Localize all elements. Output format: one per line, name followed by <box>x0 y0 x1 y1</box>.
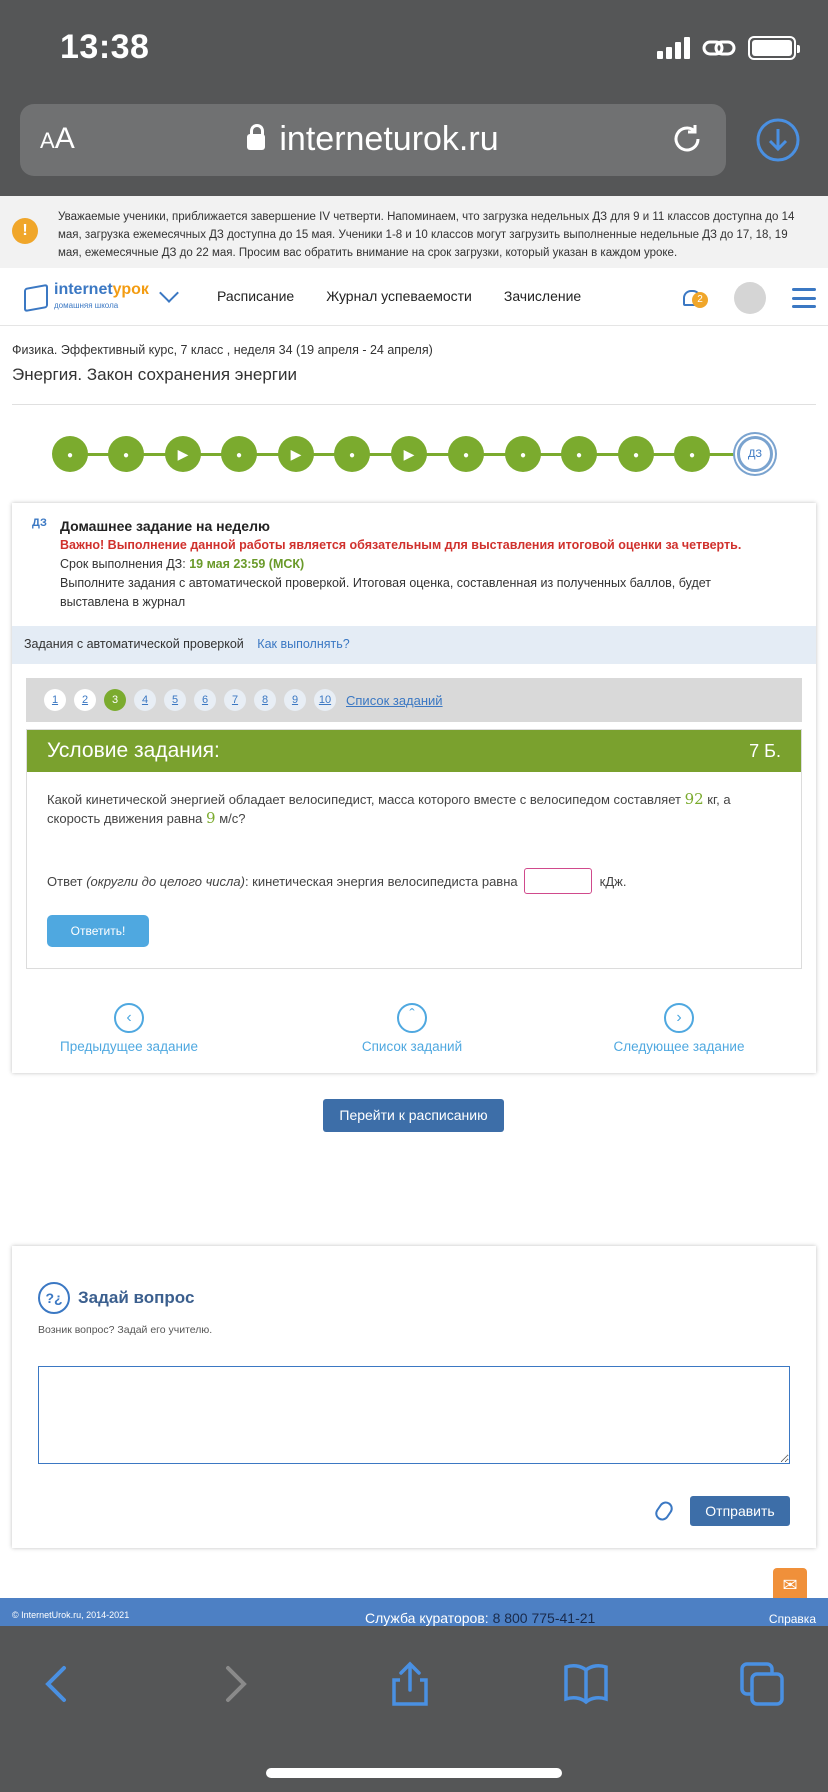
task-number-8[interactable]: 8 <box>254 689 276 711</box>
download-icon[interactable] <box>756 118 800 162</box>
reload-icon[interactable] <box>670 122 704 156</box>
task-points: 7 Б. <box>749 740 781 761</box>
notification-badge: 2 <box>692 292 708 308</box>
lesson-title: Энергия. Закон сохранения энергии <box>12 365 297 384</box>
task-number-6[interactable]: 6 <box>194 689 216 711</box>
how-to-link[interactable]: Как выполнять? <box>257 637 350 651</box>
status-time: 13:38 <box>60 28 150 66</box>
chevron-left-icon: ‹ <box>114 1003 144 1033</box>
task-list-link[interactable]: Список заданий <box>346 692 443 708</box>
task-number-4[interactable]: 4 <box>134 689 156 711</box>
step-12-tasks-icon[interactable] <box>674 436 710 472</box>
site-footer <box>0 1598 828 1626</box>
step-4-dumbbell-icon[interactable] <box>221 436 257 472</box>
homework-deadline: Срок выполнения ДЗ: 19 мая 23:59 (МСК) <box>60 557 305 571</box>
address-bar[interactable] <box>20 104 726 176</box>
url-display[interactable] <box>20 120 726 159</box>
answer-input[interactable] <box>524 868 592 894</box>
tabs-icon[interactable] <box>738 1660 786 1708</box>
nav-item-schedule[interactable]: Расписание <box>217 288 295 304</box>
share-icon[interactable] <box>386 1660 434 1708</box>
menu-icon[interactable] <box>792 288 816 308</box>
homework-title: Домашнее задание на неделю <box>60 518 270 534</box>
nav-item-enrollment[interactable]: Зачисление <box>503 288 582 304</box>
site-header <box>0 268 828 326</box>
dumbbell-icon: ● <box>632 450 640 461</box>
dumbbell-icon: ● <box>348 450 356 461</box>
task-list-button[interactable]: ˆ Список заданий <box>327 1003 497 1054</box>
forward-icon[interactable] <box>210 1660 258 1708</box>
question-textarea[interactable] <box>38 1366 790 1464</box>
divider <box>12 404 816 405</box>
lock-icon <box>247 134 265 150</box>
nav-item-gradebook[interactable]: Журнал успеваемости <box>326 288 472 304</box>
homework-description: Выполните задания с автоматической проверкой. Итоговая оценка, составленная из полученных баллов, будет выставлена в журнал <box>60 576 712 609</box>
task-number-3[interactable]: 3 <box>104 689 126 711</box>
condition-title: Условие задания: <box>47 739 220 762</box>
ask-question-card <box>12 1246 816 1548</box>
dumbbell-icon: ● <box>462 450 470 461</box>
chevron-up-icon: ˆ <box>397 1003 427 1033</box>
condition-header <box>27 730 801 772</box>
answer-line: Ответ (округли до целого числа) : кинетическая энергия велосипедиста равна кДж. <box>47 868 626 894</box>
chat-icon[interactable]: ✉ <box>773 1568 807 1602</box>
tasks-icon: ● <box>688 450 696 461</box>
step-6-dumbbell-icon[interactable] <box>334 436 370 472</box>
task-condition <box>26 729 802 969</box>
course-breadcrumb: Физика. Эффективный курс, 7 класс , неделя 34 (19 апреля - 24 апреля) <box>12 343 433 357</box>
chevron-down-icon[interactable] <box>159 283 179 303</box>
step-8-dumbbell-icon[interactable] <box>448 436 484 472</box>
avatar[interactable] <box>734 282 766 314</box>
speed-value: 9 <box>206 809 216 827</box>
next-task-button[interactable]: › Следующее задание <box>594 1003 764 1054</box>
task-number-7[interactable]: 7 <box>224 689 246 711</box>
dumbbell-icon: ● <box>122 450 130 461</box>
curator-service: Служба кураторов: 8 800 775-41-21 <box>365 1610 596 1626</box>
chevron-right-icon: › <box>664 1003 694 1033</box>
task-pagination <box>26 678 802 722</box>
logo-subtitle: домашняя школа <box>54 301 119 310</box>
step-2-dumbbell-icon[interactable] <box>108 436 144 472</box>
homework-card <box>12 503 816 1073</box>
step-homework[interactable]: ДЗ <box>737 436 773 472</box>
step-5-play-icon[interactable] <box>278 436 314 472</box>
answer-unit: кДж. <box>599 873 627 889</box>
notice-banner <box>0 196 828 268</box>
step-3-play-icon[interactable] <box>165 436 201 472</box>
deadline-value: 19 мая 23:59 (МСК) <box>189 557 305 571</box>
link-icon <box>702 37 736 59</box>
answer-hint: (округли до целого числа) <box>86 873 245 889</box>
footer-help-link[interactable]: Справка <box>768 1612 816 1626</box>
battery-icon <box>748 36 796 60</box>
step-9-lightbulb-icon[interactable] <box>505 436 541 472</box>
curator-phone[interactable]: 8 800 775-41-21 <box>492 1610 596 1626</box>
main-nav <box>217 288 581 304</box>
question-icon: ?¿ <box>38 1282 70 1314</box>
status-icons <box>657 36 796 60</box>
task-number-1[interactable]: 1 <box>44 689 66 711</box>
warning-icon: ! <box>12 218 38 244</box>
dumbbell-icon: ● <box>235 450 243 461</box>
auto-check-label: Задания с автоматической проверкой <box>24 637 244 651</box>
ask-title: Задай вопрос <box>78 1288 195 1307</box>
mass-value: 92 <box>684 790 704 808</box>
signal-icon <box>657 37 690 59</box>
homework-header <box>60 517 780 612</box>
reader-aa-button[interactable]: AA <box>40 122 75 155</box>
homework-warning: Важно! Выполнение данной работы является обязательным для выставления итоговой оценки за четверть. <box>60 538 742 552</box>
task-number-10[interactable]: 10 <box>314 689 336 711</box>
play-icon: ▶ <box>403 446 415 462</box>
lightbulb-icon: ● <box>66 450 74 461</box>
home-indicator <box>266 1768 562 1778</box>
ios-status-and-url-area <box>0 0 828 196</box>
webcam-icon: ● <box>575 450 583 461</box>
back-icon[interactable] <box>34 1660 82 1708</box>
ask-subtitle: Возник вопрос? Задай его учителю. <box>38 1324 213 1336</box>
step-7-play-icon[interactable] <box>391 436 427 472</box>
go-to-schedule-button[interactable]: Перейти к расписанию <box>323 1099 504 1132</box>
safari-toolbar <box>0 1626 828 1792</box>
task-navigation <box>12 1003 816 1063</box>
step-10-webcam-icon[interactable] <box>561 436 597 472</box>
task-number-9[interactable]: 9 <box>284 689 306 711</box>
auto-check-strip <box>12 626 816 664</box>
footer-copyright: © InternetUrok.ru, 2014-2021 <box>12 1610 130 1620</box>
homework-tag: ДЗ <box>32 517 47 529</box>
site-logo[interactable]: internetурок домашняя школа <box>24 282 149 314</box>
task-number-5[interactable]: 5 <box>164 689 186 711</box>
logo-mark-icon <box>24 284 48 312</box>
url-text: interneturok.ru <box>279 120 499 158</box>
notice-text: Уважаемые ученики, приближается завершение IV четверти. Напоминаем, что загрузка недельных ДЗ для 9 и 11 классов доступна до 14 мая, загрузка ежемесячных ДЗ доступна до 15 мая. Ученики 1-8 и 10 классов могут загрузить выполненные недельные ДЗ до 17, 18, 19 мая, ежемесячные ДЗ до 22 мая. Просим вас обратить внимание на срок загрузки, который указан в каждом уроке. <box>58 211 795 259</box>
send-button[interactable]: Отправить <box>690 1496 790 1526</box>
prev-task-button[interactable]: ‹ Предыдущее задание <box>44 1003 214 1054</box>
task-text: Какой кинетической энергией обладает велосипедист, масса которого вместе с велосипедом составляет 92 кг, а скорость движения равна 9 м/с? <box>47 790 731 827</box>
step-11-dumbbell-icon[interactable] <box>618 436 654 472</box>
play-icon: ▶ <box>290 446 302 462</box>
paperclip-icon[interactable] <box>653 1499 676 1523</box>
play-icon: ▶ <box>177 446 189 462</box>
task-number-2[interactable]: 2 <box>74 689 96 711</box>
lightbulb-icon: ● <box>519 450 527 461</box>
step-1-lightbulb-icon[interactable] <box>52 436 88 472</box>
bookmarks-icon[interactable] <box>562 1660 610 1708</box>
submit-answer-button[interactable]: Ответить! <box>47 915 149 947</box>
